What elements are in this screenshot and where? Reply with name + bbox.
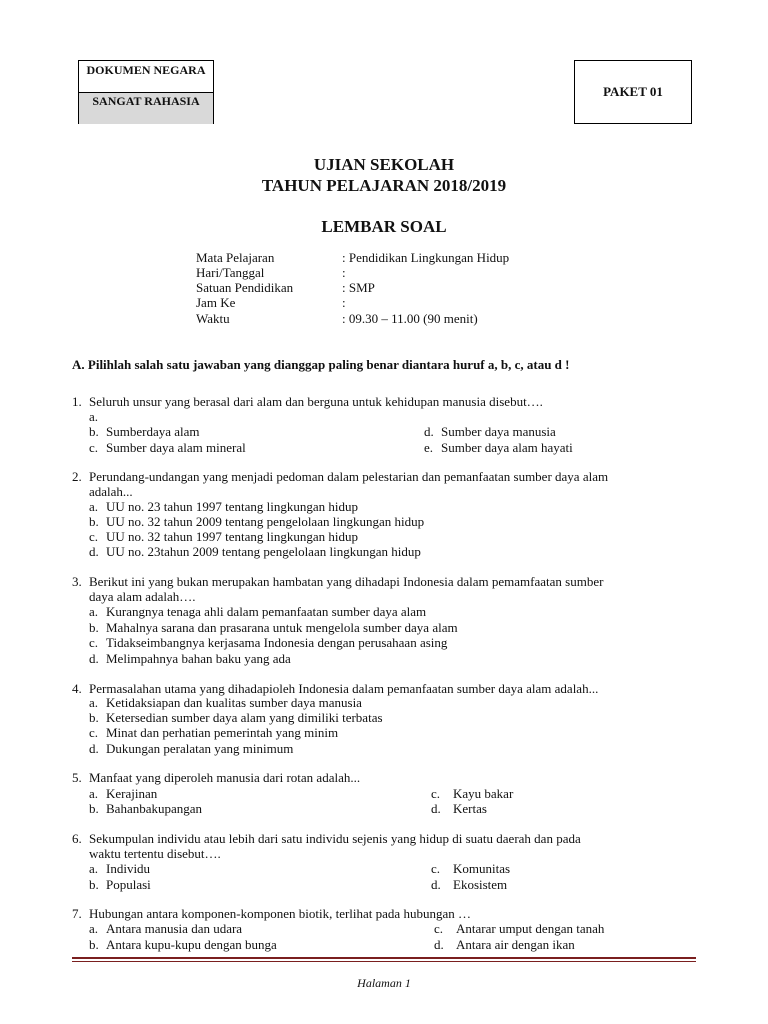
option: b. Sumberdaya alam: [89, 424, 200, 439]
option: b. UU no. 32 tahun 2009 tentang pengelolaan lingkungan hidup: [89, 514, 425, 529]
question-text: Perundang-undangan yang menjadi pedoman dalam pelestarian dan pemanfaatan sumber daya alam: [89, 469, 609, 484]
info-label: Jam Ke: [196, 295, 236, 310]
question-text: waktu tertentu disebut….: [89, 846, 221, 861]
info-label: Hari/Tanggal: [196, 265, 265, 280]
question-text: Sekumpulan individu atau lebih dari satu individu sejenis yang hidup di suatu daerah dan pada: [89, 831, 581, 846]
info-value: :: [342, 265, 346, 280]
option: d. Melimpahnya bahan baku yang ada: [89, 651, 291, 666]
footer-divider: [72, 957, 696, 959]
info-value: :: [342, 295, 346, 310]
option: a. Ketidaksiapan dan kualitas sumber daya manusia: [89, 695, 362, 710]
question-text: Hubungan antara komponen-komponen biotik, terlihat pada hubungan …: [89, 906, 471, 921]
option: d. Kertas: [431, 801, 487, 816]
question-text: Seluruh unsur yang berasal dari alam dan berguna untuk kehidupan manusia disebut….: [89, 394, 543, 409]
option: b. Antara kupu-kupu dengan bunga: [89, 937, 277, 952]
question-number: 2.: [72, 469, 82, 484]
option: c. Tidakseimbangnya kerjasama Indonesia dengan perusahaan asing: [89, 635, 448, 650]
question-text: Manfaat yang diperoleh manusia dari rotan adalah...: [89, 770, 361, 785]
info-value: : 09.30 – 11.00 (90 menit): [342, 311, 478, 326]
page-number: Halaman 1: [357, 976, 411, 990]
school-year: TAHUN PELAJARAN 2018/2019: [261, 176, 507, 195]
option: d. Antara air dengan ikan: [434, 937, 575, 952]
question-number: 3.: [72, 574, 82, 589]
option: d. Dukungan peralatan yang minimum: [89, 741, 294, 756]
info-value: : Pendidikan Lingkungan Hidup: [342, 250, 510, 265]
option: a. Kurangnya tenaga ahli dalam pemanfaatan sumber daya alam: [89, 604, 427, 619]
option: c. Komunitas: [431, 861, 511, 876]
option: b. Bahanbakupangan: [89, 801, 203, 816]
option: b. Populasi: [89, 877, 151, 892]
question-number: 5.: [72, 770, 82, 785]
option: e. Sumber daya alam hayati: [424, 440, 573, 455]
question-text: Berikut ini yang bukan merupakan hambatan yang dihadapi Indonesia dalam pemamfaatan sumber: [89, 574, 604, 589]
option: c. UU no. 32 tahun 1997 tentang lingkungan hidup: [89, 529, 359, 544]
classification-bottom: SANGAT RAHASIA: [79, 93, 213, 124]
option: a. Kerajinan: [89, 786, 158, 801]
option: b. Ketersedian sumber daya alam yang dimiliki terbatas: [89, 710, 383, 725]
option: c. Minat dan perhatian pemerintah yang minim: [89, 725, 339, 740]
question-text: daya alam adalah….: [89, 589, 196, 604]
question-number: 4.: [72, 681, 82, 696]
option: a. UU no. 23 tahun 1997 tentang lingkungan hidup: [89, 499, 359, 514]
option: b. Mahalnya sarana dan prasarana untuk mengelola sumber daya alam: [89, 620, 458, 635]
question-number: 7.: [72, 906, 82, 921]
option: d. UU no. 23tahun 2009 tentang pengelolaan lingkungan hidup: [89, 544, 421, 559]
exam-title: UJIAN SEKOLAH: [313, 155, 455, 174]
question-text: adalah...: [89, 484, 133, 499]
classification-top: DOKUMEN NEGARA: [79, 61, 213, 93]
classification-box: [78, 60, 214, 124]
question-number: 1.: [72, 394, 82, 409]
option: c. Antarar umput dengan tanah: [434, 921, 605, 936]
info-label: Mata Pelajaran: [196, 250, 275, 265]
info-label: Waktu: [196, 311, 230, 326]
footer-divider-thin: [72, 961, 696, 962]
option: d. Sumber daya manusia: [424, 424, 556, 439]
package-box: PAKET 01: [574, 60, 692, 124]
question-number: 6.: [72, 831, 82, 846]
option: c. Sumber daya alam mineral: [89, 440, 246, 455]
option: d. Ekosistem: [431, 877, 508, 892]
option: a.: [89, 409, 99, 424]
info-value: : SMP: [342, 280, 375, 295]
option: a. Individu: [89, 861, 151, 876]
info-label: Satuan Pendidikan: [196, 280, 294, 295]
question-text: Permasalahan utama yang dihadapioleh Indonesia dalam pemanfaatan sumber daya alam adalah...: [89, 681, 599, 696]
sheet-title: LEMBAR SOAL: [321, 217, 447, 236]
option: a. Antara manusia dan udara: [89, 921, 243, 936]
instruction: A. Pilihlah salah satu jawaban yang dianggap paling benar diantara huruf a, b, c, atau d !: [72, 357, 570, 372]
option: c. Kayu bakar: [431, 786, 514, 801]
